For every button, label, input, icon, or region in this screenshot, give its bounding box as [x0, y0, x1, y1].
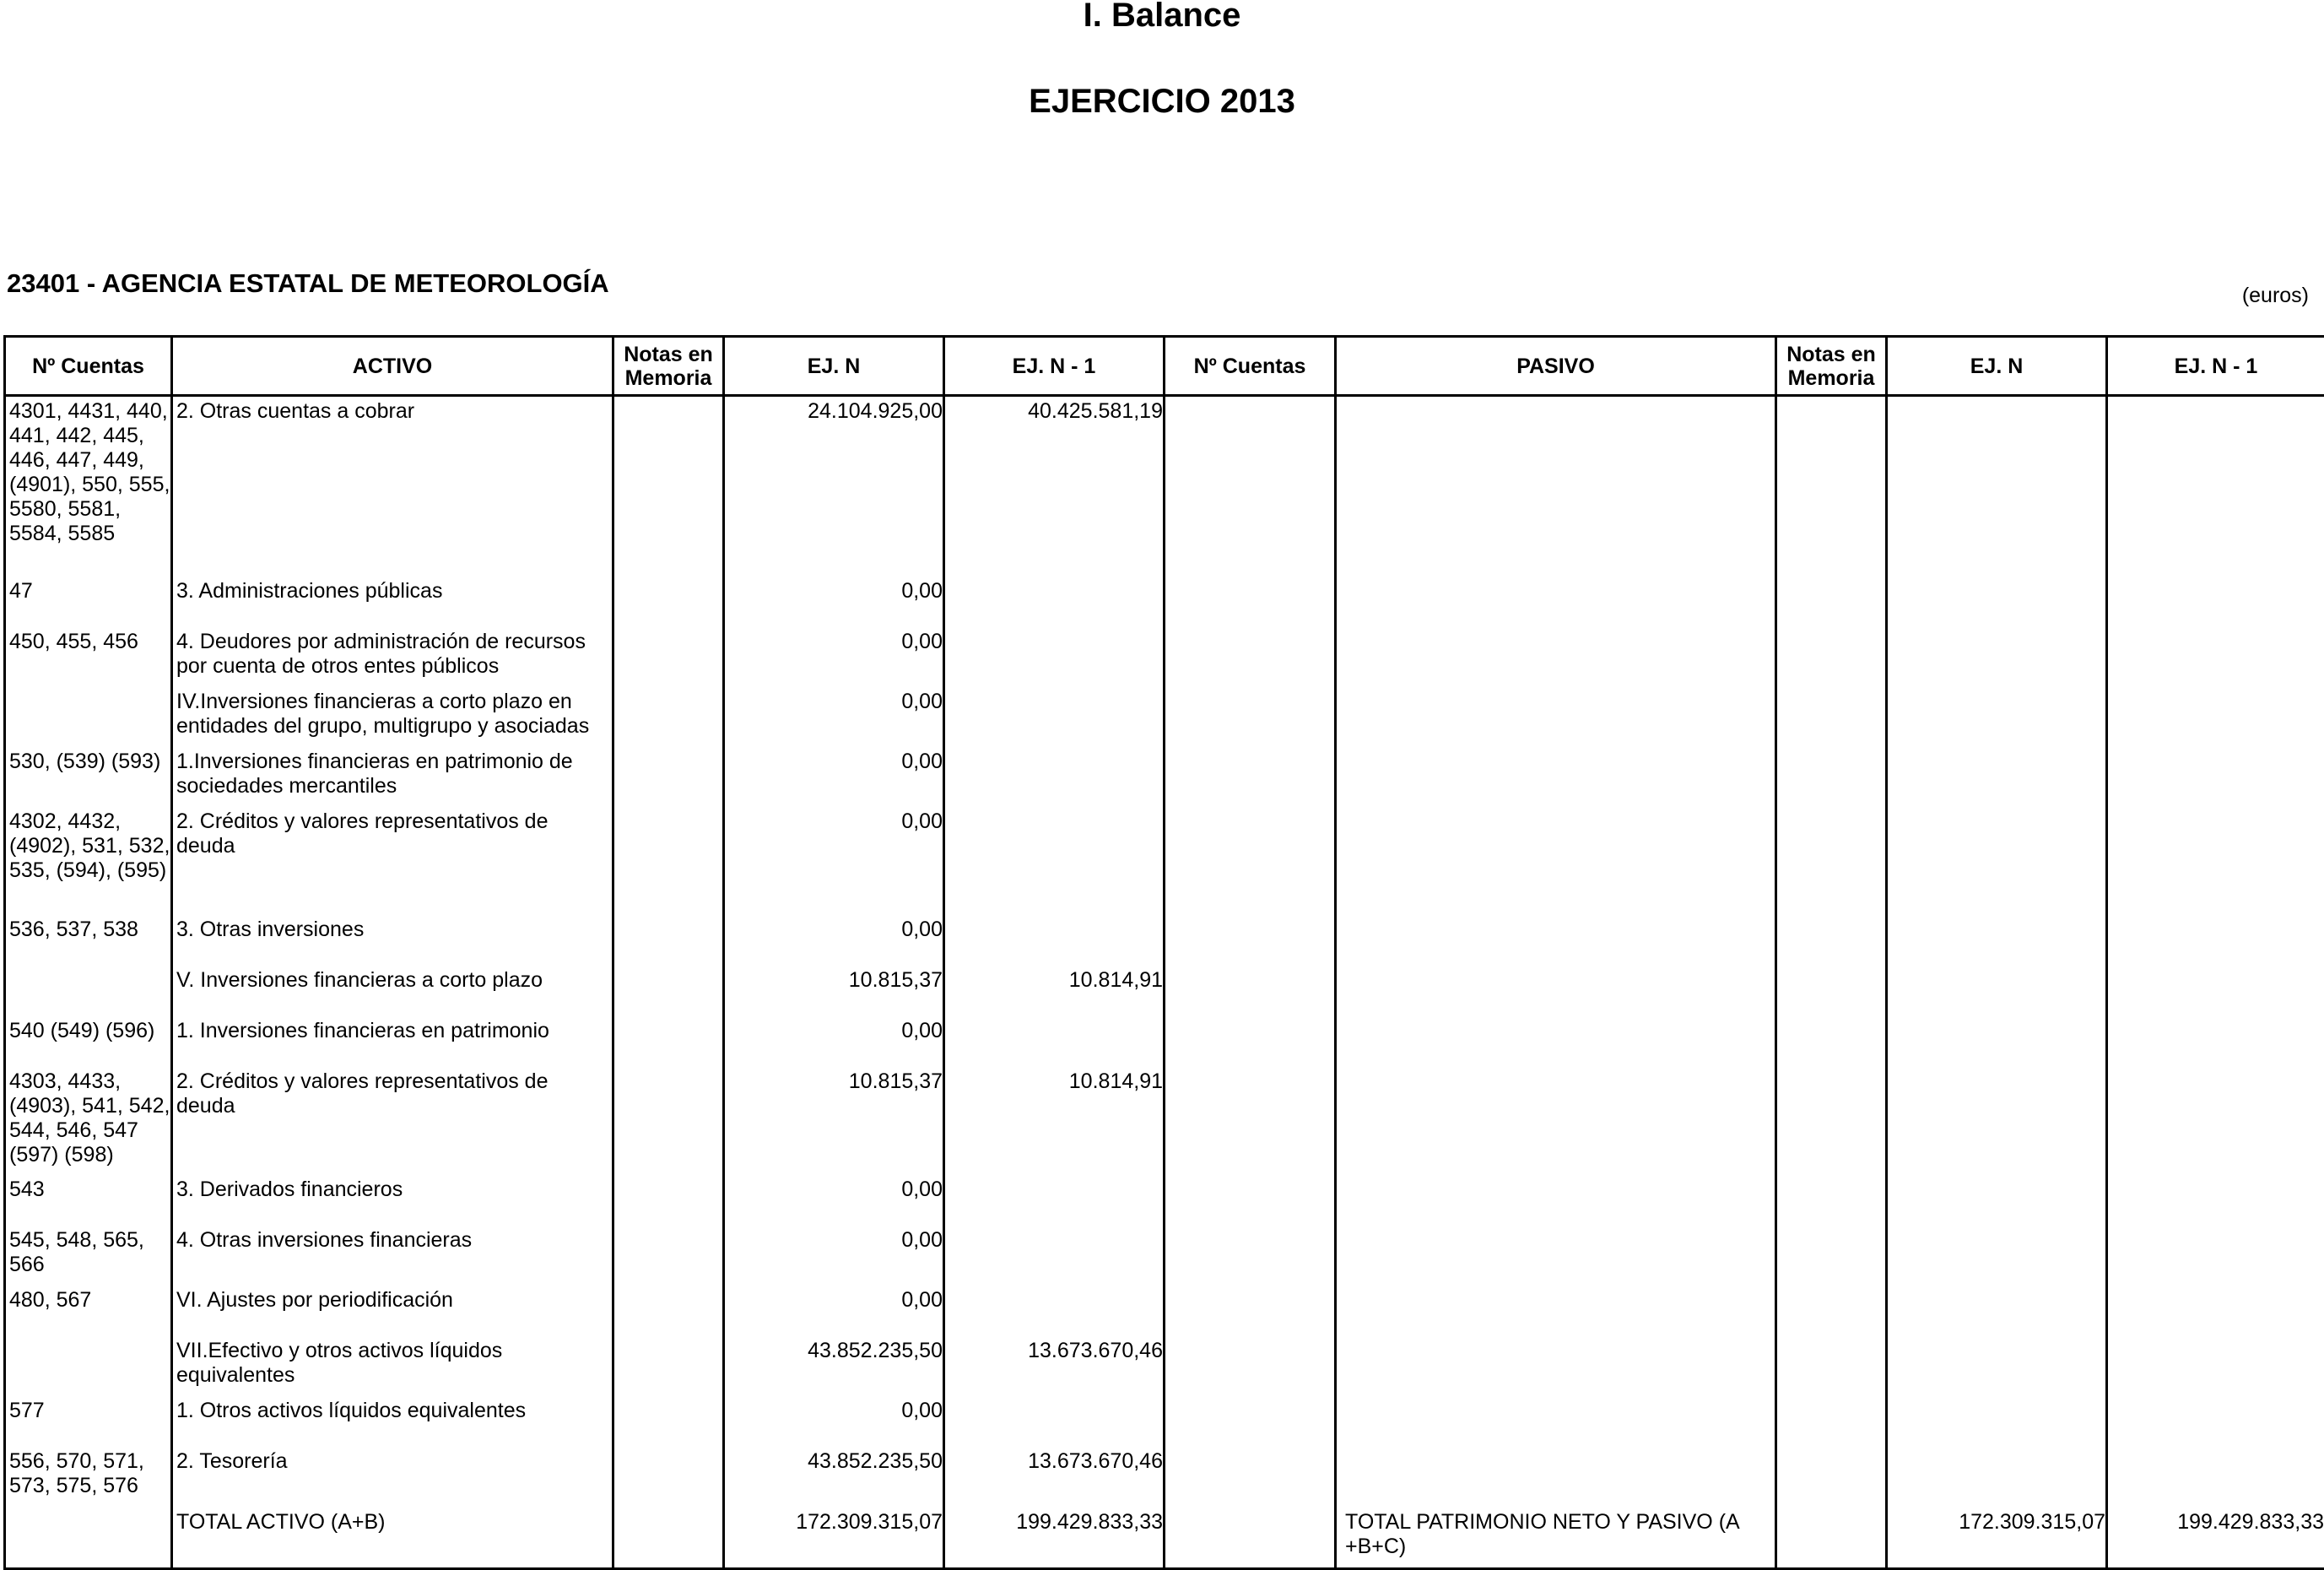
ejn1-value [944, 627, 1165, 687]
pasivo-accounts-cell [1165, 687, 1336, 747]
notes-cell [613, 627, 724, 687]
pasivo-ejn1-cell [2107, 747, 2324, 807]
pasivo-ejn-cell [1887, 1175, 2107, 1226]
ejn1-value [944, 687, 1165, 747]
pasivo-ejn1-cell [2107, 687, 2324, 747]
account-codes: 577 [5, 1396, 172, 1447]
pasivo-label-cell [1336, 627, 1776, 687]
total-notes-cell [613, 1508, 724, 1569]
activo-label: 2. Otras cuentas a cobrar [172, 396, 613, 577]
table-row [5, 1336, 2324, 1396]
activo-label: 4. Otras inversiones financieras [172, 1226, 613, 1286]
activo-label: 3. Otras inversiones [172, 915, 613, 966]
pasivo-notes-cell [1776, 807, 1887, 915]
table-row [5, 396, 2324, 577]
activo-label: VII.Efectivo y otros activos líquidos equivalentes [172, 1336, 613, 1396]
total-row [5, 1508, 2324, 1569]
account-codes [5, 687, 172, 747]
activo-label: V. Inversiones financieras a corto plazo [172, 966, 613, 1016]
account-codes: 530, (539) (593) [5, 747, 172, 807]
col-header-notes-pasivo: Notas en Memoria [1776, 337, 1887, 396]
notes-cell [613, 1286, 724, 1336]
activo-label: 2. Tesorería [172, 1447, 613, 1508]
col-header-accounts-pasivo: Nº Cuentas [1165, 337, 1336, 396]
total-pasivo-notes-cell [1776, 1508, 1887, 1569]
notes-cell [613, 577, 724, 627]
page-title: I. Balance [1083, 0, 1241, 34]
pasivo-notes-cell [1776, 915, 1887, 966]
ejn-value: 43.852.235,50 [724, 1336, 944, 1396]
ejn1-value [944, 915, 1165, 966]
pasivo-ejn-cell [1887, 1067, 2107, 1175]
pasivo-ejn-cell [1887, 915, 2107, 966]
pasivo-notes-cell [1776, 1067, 1887, 1175]
pasivo-ejn1-cell [2107, 396, 2324, 577]
pasivo-ejn-cell [1887, 807, 2107, 915]
col-header-pasivo: PASIVO [1336, 337, 1776, 396]
ejn1-value: 13.673.670,46 [944, 1336, 1165, 1396]
pasivo-ejn-cell [1887, 1447, 2107, 1508]
activo-label: 1.Inversiones financieras en patrimonio de sociedades mercantiles [172, 747, 613, 807]
table-row [5, 1447, 2324, 1508]
entity-name: 23401 - AGENCIA ESTATAL DE METEOROLOGÍA [7, 268, 609, 298]
ejn-value: 0,00 [724, 747, 944, 807]
col-header-ejn: EJ. N [724, 337, 944, 396]
pasivo-notes-cell [1776, 1336, 1887, 1396]
units-label: (euros) [2241, 284, 2309, 307]
ejn-value: 0,00 [724, 627, 944, 687]
ejn1-value [944, 1226, 1165, 1286]
pasivo-ejn-cell [1887, 1226, 2107, 1286]
pasivo-ejn-cell [1887, 1336, 2107, 1396]
ejn-value: 0,00 [724, 1396, 944, 1447]
table-row [5, 1016, 2324, 1067]
pasivo-notes-cell [1776, 1175, 1887, 1226]
ejn-value: 0,00 [724, 577, 944, 627]
ejn1-value [944, 1396, 1165, 1447]
account-codes: 543 [5, 1175, 172, 1226]
ejn1-value [944, 1016, 1165, 1067]
col-header-notes: Notas en Memoria [613, 337, 724, 396]
activo-label: 4. Deudores por administración de recursos por cuenta de otros entes públicos [172, 627, 613, 687]
notes-cell [613, 1447, 724, 1508]
notes-cell [613, 807, 724, 915]
pasivo-label-cell [1336, 1016, 1776, 1067]
pasivo-label-cell [1336, 1336, 1776, 1396]
ejn1-value [944, 1286, 1165, 1336]
pasivo-accounts-cell [1165, 1016, 1336, 1067]
pasivo-ejn1-cell [2107, 1336, 2324, 1396]
pasivo-ejn-cell [1887, 747, 2107, 807]
pasivo-notes-cell [1776, 627, 1887, 687]
pasivo-notes-cell [1776, 1286, 1887, 1336]
pasivo-accounts-cell [1165, 747, 1336, 807]
pasivo-notes-cell [1776, 1396, 1887, 1447]
pasivo-ejn1-cell [2107, 966, 2324, 1016]
activo-label: 1. Inversiones financieras en patrimonio [172, 1016, 613, 1067]
ejn1-value: 40.425.581,19 [944, 396, 1165, 577]
pasivo-ejn1-cell [2107, 1447, 2324, 1508]
account-codes: 4302, 4432, (4902), 531, 532, 535, (594), (595) [5, 807, 172, 915]
pasivo-ejn-cell [1887, 1286, 2107, 1336]
pasivo-accounts-cell [1165, 966, 1336, 1016]
table-row [5, 747, 2324, 807]
pasivo-accounts-cell [1165, 915, 1336, 966]
ejn1-value [944, 1175, 1165, 1226]
pasivo-ejn-cell [1887, 396, 2107, 577]
col-header-ejn-pasivo: EJ. N [1887, 337, 2107, 396]
table-row [5, 1175, 2324, 1226]
pasivo-ejn1-cell [2107, 1175, 2324, 1226]
pasivo-ejn1-cell [2107, 1396, 2324, 1447]
table-row [5, 915, 2324, 966]
col-header-ejn1: EJ. N - 1 [944, 337, 1165, 396]
notes-cell [613, 1336, 724, 1396]
account-codes: 4301, 4431, 440, 441, 442, 445, 446, 447, 449, (4901), 550, 555, 5580, 5581, 5584, 5585 [5, 396, 172, 577]
pasivo-ejn1-cell [2107, 1016, 2324, 1067]
ejn-value: 0,00 [724, 1226, 944, 1286]
notes-cell [613, 966, 724, 1016]
pasivo-label-cell [1336, 747, 1776, 807]
pasivo-label-cell [1336, 807, 1776, 915]
pasivo-label-cell [1336, 966, 1776, 1016]
ejn-value: 0,00 [724, 1286, 944, 1336]
account-codes: 450, 455, 456 [5, 627, 172, 687]
notes-cell [613, 915, 724, 966]
ejn1-value: 10.814,91 [944, 966, 1165, 1016]
table-row [5, 1067, 2324, 1175]
account-codes: 545, 548, 565, 566 [5, 1226, 172, 1286]
total-pasivo-ejn1: 199.429.833,33 [2107, 1508, 2324, 1569]
pasivo-label-cell [1336, 577, 1776, 627]
pasivo-label-cell [1336, 1286, 1776, 1336]
ejn-value: 0,00 [724, 687, 944, 747]
ejn-value: 0,00 [724, 1175, 944, 1226]
ejn-value: 24.104.925,00 [724, 396, 944, 577]
notes-cell [613, 747, 724, 807]
pasivo-label-cell [1336, 1067, 1776, 1175]
pasivo-ejn-cell [1887, 577, 2107, 627]
ejn1-value: 13.673.670,46 [944, 1447, 1165, 1508]
pasivo-label-cell [1336, 1226, 1776, 1286]
table-row [5, 687, 2324, 747]
pasivo-accounts-cell [1165, 1175, 1336, 1226]
table-row [5, 966, 2324, 1016]
pasivo-ejn-cell [1887, 627, 2107, 687]
account-codes [5, 966, 172, 1016]
col-header-accounts: Nº Cuentas [5, 337, 172, 396]
pasivo-ejn1-cell [2107, 1067, 2324, 1175]
pasivo-accounts-cell [1165, 1286, 1336, 1336]
pasivo-label-cell [1336, 687, 1776, 747]
notes-cell [613, 1016, 724, 1067]
activo-label: 3. Administraciones públicas [172, 577, 613, 627]
ejn-value: 0,00 [724, 915, 944, 966]
activo-label: 1. Otros activos líquidos equivalentes [172, 1396, 613, 1447]
account-codes: 556, 570, 571, 573, 575, 576 [5, 1447, 172, 1508]
ejn-value: 0,00 [724, 807, 944, 915]
total-activo-ejn: 172.309.315,07 [724, 1508, 944, 1569]
pasivo-accounts-cell [1165, 1226, 1336, 1286]
activo-label: IV.Inversiones financieras a corto plazo en entidades del grupo, multigrupo y asociadas [172, 687, 613, 747]
activo-label: 2. Créditos y valores representativos de deuda [172, 1067, 613, 1175]
pasivo-notes-cell [1776, 966, 1887, 1016]
notes-cell [613, 1175, 724, 1226]
notes-cell [613, 1226, 724, 1286]
account-codes: 536, 537, 538 [5, 915, 172, 966]
ejn-value: 0,00 [724, 1016, 944, 1067]
total-accounts-cell [5, 1508, 172, 1569]
table-row [5, 807, 2324, 915]
ejn-value: 43.852.235,50 [724, 1447, 944, 1508]
pasivo-notes-cell [1776, 577, 1887, 627]
pasivo-ejn1-cell [2107, 627, 2324, 687]
col-header-ejn1-pasivo: EJ. N - 1 [2107, 337, 2324, 396]
pasivo-notes-cell [1776, 1016, 1887, 1067]
pasivo-label-cell [1336, 1175, 1776, 1226]
pasivo-label-cell [1336, 1447, 1776, 1508]
table-header-row [5, 337, 2324, 396]
pasivo-accounts-cell [1165, 396, 1336, 577]
pasivo-accounts-cell [1165, 1396, 1336, 1447]
notes-cell [613, 687, 724, 747]
table-row [5, 1396, 2324, 1447]
pasivo-ejn1-cell [2107, 577, 2324, 627]
pasivo-accounts-cell [1165, 807, 1336, 915]
ejn1-value [944, 577, 1165, 627]
table-row [5, 627, 2324, 687]
pasivo-ejn1-cell [2107, 807, 2324, 915]
total-activo-ejn1: 199.429.833,33 [944, 1508, 1165, 1569]
pasivo-accounts-cell [1165, 1447, 1336, 1508]
total-pasivo-ejn: 172.309.315,07 [1887, 1508, 2107, 1569]
ejn1-value: 10.814,91 [944, 1067, 1165, 1175]
table-row [5, 1226, 2324, 1286]
pasivo-notes-cell [1776, 1226, 1887, 1286]
pasivo-accounts-cell [1165, 1067, 1336, 1175]
pasivo-accounts-cell [1165, 627, 1336, 687]
pasivo-label-cell [1336, 396, 1776, 577]
page-subtitle: EJERCICIO 2013 [1029, 83, 1295, 120]
col-header-activo: ACTIVO [172, 337, 613, 396]
pasivo-ejn1-cell [2107, 915, 2324, 966]
pasivo-ejn-cell [1887, 966, 2107, 1016]
activo-label: VI. Ajustes por periodificación [172, 1286, 613, 1336]
ejn1-value [944, 747, 1165, 807]
pasivo-label-cell [1336, 915, 1776, 966]
pasivo-accounts-cell [1165, 577, 1336, 627]
pasivo-notes-cell [1776, 687, 1887, 747]
account-codes: 4303, 4433, (4903), 541, 542, 544, 546, 547 (597) (598) [5, 1067, 172, 1175]
notes-cell [613, 396, 724, 577]
ejn-value: 10.815,37 [724, 1067, 944, 1175]
account-codes [5, 1336, 172, 1396]
activo-label: 3. Derivados financieros [172, 1175, 613, 1226]
notes-cell [613, 1396, 724, 1447]
pasivo-label-cell [1336, 1396, 1776, 1447]
pasivo-ejn-cell [1887, 687, 2107, 747]
total-pasivo-label: TOTAL PATRIMONIO NETO Y PASIVO (A +B+C) [1336, 1508, 1776, 1569]
table-row [5, 1286, 2324, 1336]
ejn-value: 10.815,37 [724, 966, 944, 1016]
account-codes: 480, 567 [5, 1286, 172, 1336]
pasivo-ejn1-cell [2107, 1226, 2324, 1286]
account-codes: 540 (549) (596) [5, 1016, 172, 1067]
pasivo-notes-cell [1776, 1447, 1887, 1508]
balance-table [3, 335, 2324, 1570]
pasivo-notes-cell [1776, 396, 1887, 577]
pasivo-ejn1-cell [2107, 1286, 2324, 1336]
account-codes: 47 [5, 577, 172, 627]
total-pasivo-accounts-cell [1165, 1508, 1336, 1569]
pasivo-accounts-cell [1165, 1336, 1336, 1396]
total-activo-label: TOTAL ACTIVO (A+B) [172, 1508, 613, 1569]
pasivo-ejn-cell [1887, 1396, 2107, 1447]
pasivo-ejn-cell [1887, 1016, 2107, 1067]
table-row [5, 577, 2324, 627]
pasivo-notes-cell [1776, 747, 1887, 807]
activo-label: 2. Créditos y valores representativos de deuda [172, 807, 613, 915]
notes-cell [613, 1067, 724, 1175]
ejn1-value [944, 807, 1165, 915]
